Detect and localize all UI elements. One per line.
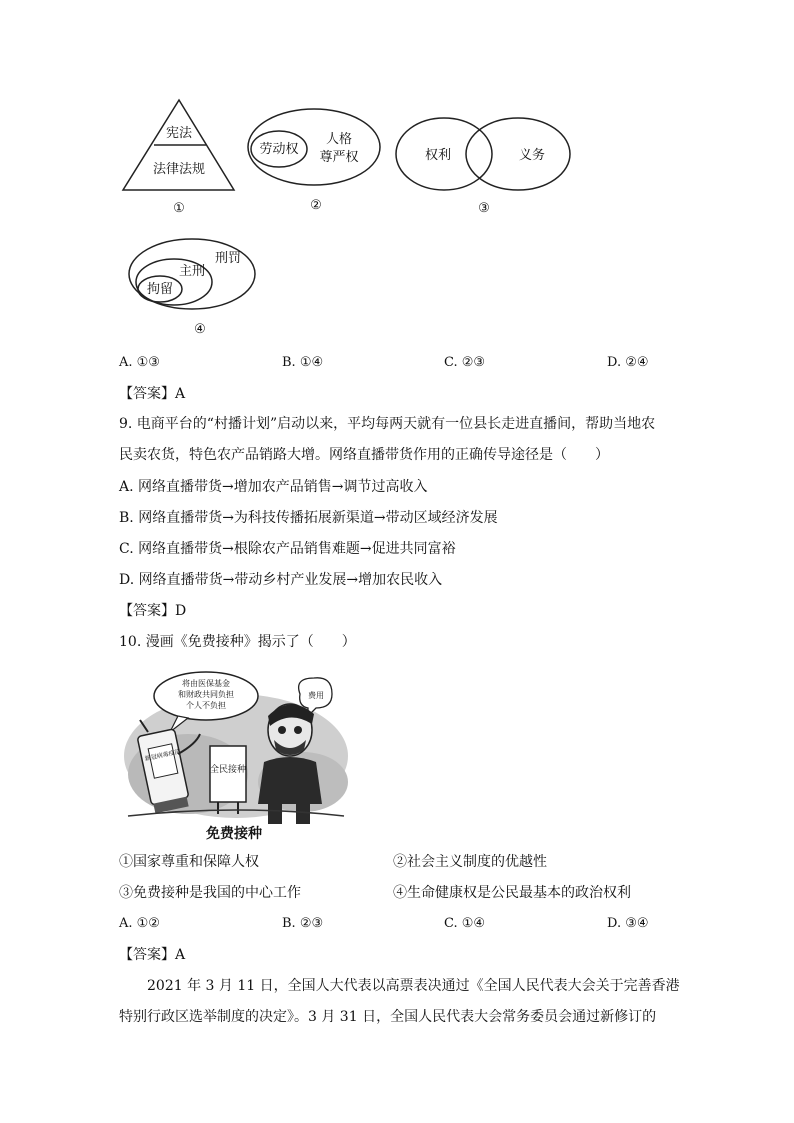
diagram-number: ② (310, 198, 322, 213)
passage-line-1: 2021 年 3 月 11 日，全国人大代表以高票表决通过《全国人民代表大会关于完善香港 (147, 978, 680, 994)
outer-oval-label-2: 尊严权 (319, 150, 359, 165)
q8-answer: 【答案】A (119, 386, 186, 402)
passage-line-2: 特别行政区选举制度的决定》。3 月 31 日，全国人民代表大会常务委员会通过新修订的 (119, 1009, 657, 1025)
q10-option-c: C. ①④ (444, 916, 486, 931)
q8-option-a: A. ①③ (119, 355, 160, 370)
q10-item-3: ③免费接种是我国的中心工作 (119, 885, 301, 901)
q9-option-c: C. 网络直播带货→根除农产品销售难题→促进共同富裕 (119, 541, 456, 557)
q8-option-d: D. ②④ (607, 355, 649, 370)
diagram-1-pyramid (118, 95, 240, 220)
bubble-line-2: 和财政共同负担 (178, 690, 234, 699)
diagram-number: ① (173, 201, 185, 216)
q10-option-d: D. ③④ (607, 916, 649, 931)
q10-item-2: ②社会主义制度的优越性 (393, 854, 547, 870)
venn-left-label: 权利 (424, 148, 452, 163)
syringe-label: 新冠病毒疫苗 (144, 748, 182, 763)
q10-answer: 【答案】A (119, 947, 186, 963)
q9-stem-line-2: 民卖农货，特色农产品销路大增。网络直播带货作用的正确传导途径是（ ） (119, 447, 609, 463)
q9-option-d: D. 网络直播带货→带动乡村产业发展→增加农民收入 (119, 572, 443, 588)
bubble-line-1: 将由医保基金 (182, 679, 230, 688)
q8-option-b: B. ①④ (282, 355, 324, 370)
q10-item-1: ①国家尊重和保障人权 (119, 854, 259, 870)
q10-cartoon (118, 664, 350, 846)
bubble2-label: 费用 (308, 691, 324, 700)
diagram-3-venn (392, 112, 577, 222)
inner-label: 拘留 (146, 282, 174, 297)
outer-label: 刑罚 (214, 251, 242, 266)
q9-answer: 【答案】D (119, 603, 187, 619)
pyramid-bottom-label: 法律法规 (152, 162, 206, 177)
q10-option-a: A. ①② (119, 916, 160, 931)
bubble-line-3: 个人不负担 (186, 701, 226, 710)
diagram-number: ③ (478, 201, 490, 216)
sign-label: 全民接种 (209, 765, 247, 775)
q9-stem-line-1: 9. 电商平台的“村播计划”启动以来，平均每两天就有一位县长走进直播间，帮助当地农 (119, 416, 656, 432)
q10-option-b: B. ②③ (282, 916, 324, 931)
diagram-2-nested-ovals (244, 105, 389, 220)
q9-option-b: B. 网络直播带货→为科技传播拓展新渠道→带动区域经济发展 (119, 510, 498, 526)
q10-item-4: ④生命健康权是公民最基本的政治权利 (393, 885, 631, 901)
outer-oval-label-1: 人格 (325, 132, 353, 147)
q9-option-a: A. 网络直播带货→增加农产品销售→调节过高收入 (119, 479, 428, 495)
diagram-4-nested-ovals (124, 232, 264, 340)
inner-oval-label: 劳动权 (259, 142, 299, 157)
q8-option-c: C. ②③ (444, 355, 486, 370)
venn-right-label: 义务 (518, 148, 546, 163)
q10-stem: 10. 漫画《免费接种》揭示了（ ） (119, 634, 356, 650)
pyramid-top-label: 宪法 (165, 126, 193, 141)
cartoon-caption: 免费接种 (206, 826, 262, 842)
diagram-number: ④ (194, 322, 206, 337)
middle-label: 主刑 (178, 264, 206, 279)
